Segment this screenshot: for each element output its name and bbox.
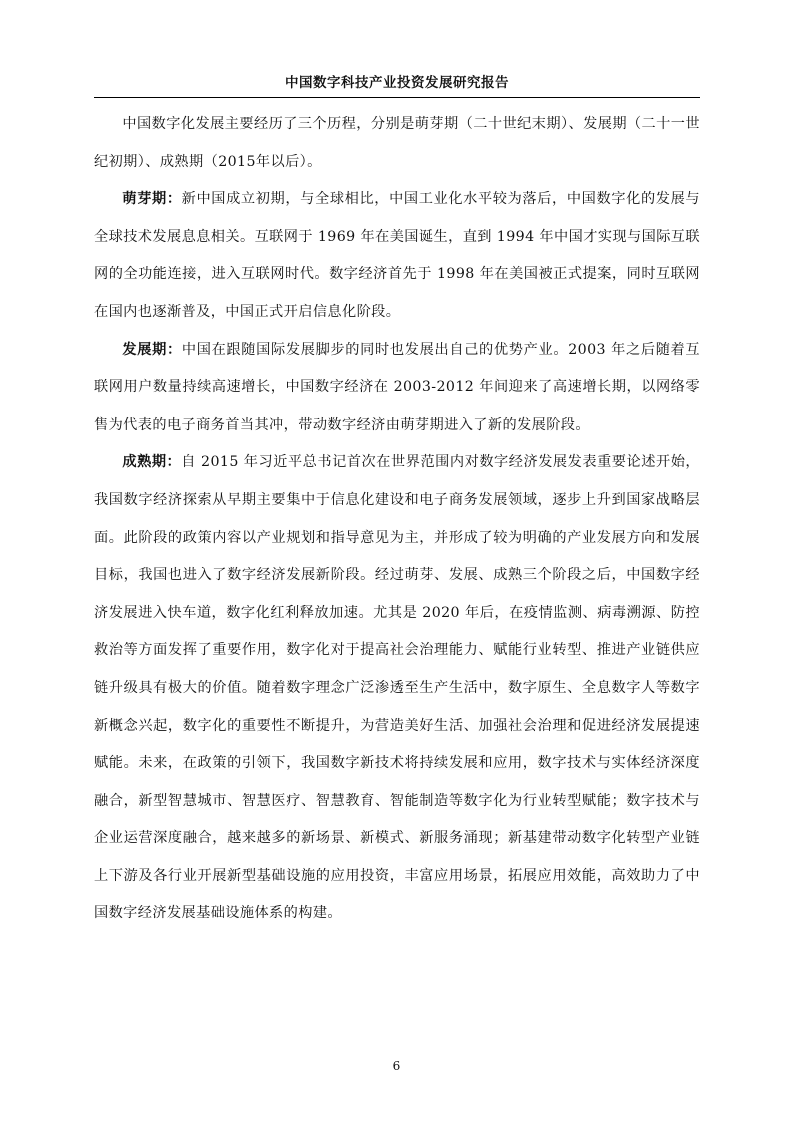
page-number: 6 (392, 1059, 401, 1073)
running-header: 中国数字科技产业投资发展研究报告 (285, 75, 509, 91)
paragraph-lead: 萌芽期： (122, 191, 182, 208)
development-stage-paragraph (94, 332, 700, 445)
paragraph-text: 新中国成立初期，与全球相比，中国工业化水平较为落后，中国数字化的发展与全球技术发展息息相关。互联网于 1969 年在美国诞生，直到 1994 年中国才实现与国际互联网的全功能连接，进入互联网时代。数字经济首先于 1998 年在美国被正式提案，同时互联网在国内也逐渐普及，中国正式开启信息化阶段。 (94, 191, 700, 320)
document-body (94, 106, 700, 933)
intro-paragraph (94, 106, 700, 181)
sprouting-stage-paragraph (94, 181, 700, 331)
maturity-stage-paragraph (94, 444, 700, 933)
paragraph-lead: 成熟期： (122, 454, 182, 471)
paragraph-text: 中国数字化发展主要经历了三个历程，分别是萌芽期（二十世纪末期）、发展期（二十一世纪初期）、成熟期（2015年以后）。 (94, 116, 700, 170)
paragraph-text: 自 2015 年习近平总书记首次在世界范围内对数字经济发展发表重要论述开始，我国数字经济探索从早期主要集中于信息化建设和电子商务发展领域，逐步上升到国家战略层面。此阶段的政策内容以产业规划和指导意见为主，并形成了较为明确的产业发展方向和发展目标，我国也进入了数字经济发展新阶段。经过萌芽、发展、成熟三个阶段之后，中国数字经济发展进入快车道，数字化红利释放加速。尤其是 2020 年后，在疫情监测、病毒溯源、防控救治等方面发挥了重要作用，数字化对于提高社会治理能力、赋能行业转型、推进产业链供应链升级具有极大的价值。随着数字理念广泛渗透至生产生活中，数字原生、全息数字人等数字新概念兴起，数字化的重要性不断提升，为营造美好生活、加强社会治理和促进经济发展提速赋能。未来，在政策的引领下，我国数字新技术将持续发展和应用，数字技术与实体经济深度融合，新型智慧城市、智慧医疗、智慧教育、智能制造等数字化为行业转型赋能；数字技术与企业运营深度融合，越来越多的新场景、新模式、新服务涌现；新基建带动数字化转型产业链上下游及各行业开展新型基础设施的应用投资，丰富应用场景，拓展应用效能，高效助力了中国数字经济发展基础设施体系的构建。 (94, 454, 700, 922)
paragraph-lead: 发展期： (122, 341, 182, 358)
header-divider (94, 97, 700, 98)
paragraph-text: 中国在跟随国际发展脚步的同时也发展出自己的优势产业。2003 年之后随着互联网用户数量持续高速增长，中国数字经济在 2003-2012 年间迎来了高速增长期，以网络零售为代表的电子商务首当其冲，带动数字经济由萌芽期进入了新的发展阶段。 (94, 341, 700, 433)
